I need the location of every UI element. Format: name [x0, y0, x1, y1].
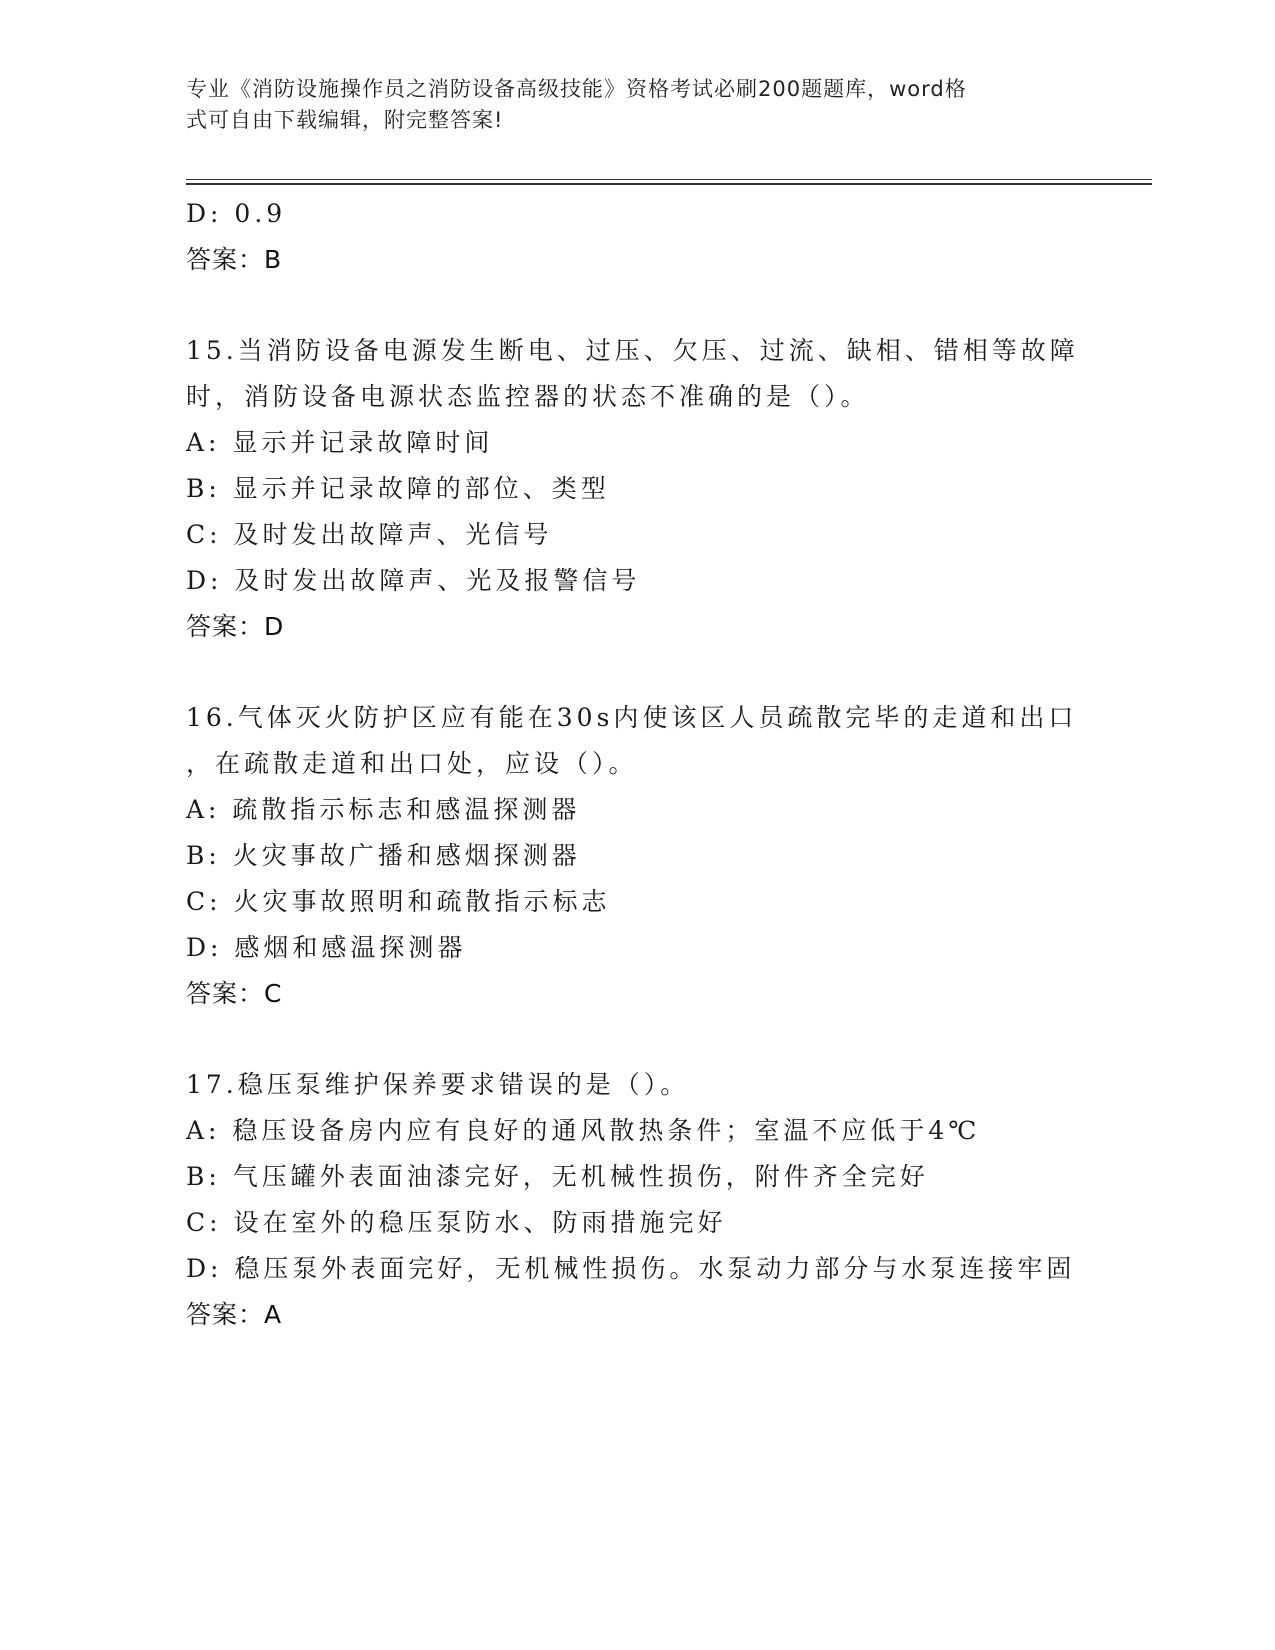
header-divider-thick [186, 183, 1152, 185]
question-stem: 15.当消防设备电源发生断电、过压、欠压、过流、缺相、错相等故障 [186, 336, 1079, 365]
question-16 [186, 695, 1126, 1017]
option-d: D: 稳压泵外表面完好，无机械性损伤。水泵动力部分与水泵连接牢固 [186, 1254, 1076, 1283]
option-b: B: 火灾事故广播和感烟探测器 [186, 841, 581, 870]
option-a: A: 稳压设备房内应有良好的通风散热条件；室温不应低于4℃ [186, 1116, 981, 1145]
option-c: C: 火灾事故照明和疏散指示标志 [186, 887, 611, 916]
question-stem: 16.气体灭火防护区应有能在30s内使该区人员疏散完毕的走道和出口 [186, 703, 1078, 732]
header-line-1: 专业《消防设施操作员之消防设备高级技能》资格考试必刷200题题库，word格 [186, 77, 967, 101]
header-line-2: 式可自由下载编辑，附完整答案! [186, 108, 504, 132]
answer-line: 答案：D [186, 612, 285, 641]
option-c: C: 及时发出故障声、光信号 [186, 520, 553, 549]
question-stem: 17.稳压泵维护保养要求错误的是（）。 [186, 1070, 690, 1099]
answer-line: 答案：A [186, 1300, 283, 1329]
option-b: B: 气压罐外表面油漆完好，无机械性损伤，附件齐全完好 [186, 1162, 929, 1191]
spacer [186, 283, 1126, 328]
previous-question-tail [186, 191, 1126, 283]
question-17 [186, 1062, 1126, 1338]
option-c: C: 设在室外的稳压泵防水、防雨措施完好 [186, 1208, 727, 1237]
question-15 [186, 328, 1126, 650]
question-stem-continued: ，在疏散走道和出口处，应设（）。 [186, 749, 638, 778]
spacer [186, 1017, 1126, 1062]
option-d: D: 0.9 [186, 199, 287, 228]
document-body [186, 191, 1126, 1338]
option-a: A: 显示并记录故障时间 [186, 428, 494, 457]
option-d: D: 及时发出故障声、光及报警信号 [186, 566, 641, 595]
option-d: D: 感烟和感温探测器 [186, 933, 467, 962]
answer-line: 答案：C [186, 979, 283, 1008]
option-b: B: 显示并记录故障的部位、类型 [186, 474, 610, 503]
spacer [186, 650, 1126, 695]
option-a: A: 疏散指示标志和感温探测器 [186, 795, 581, 824]
header-divider-thin [186, 179, 1152, 180]
document-header [186, 74, 1066, 136]
answer-line: 答案：B [186, 245, 283, 274]
question-stem-continued: 时，消防设备电源状态监控器的状态不准确的是（）。 [186, 382, 870, 411]
